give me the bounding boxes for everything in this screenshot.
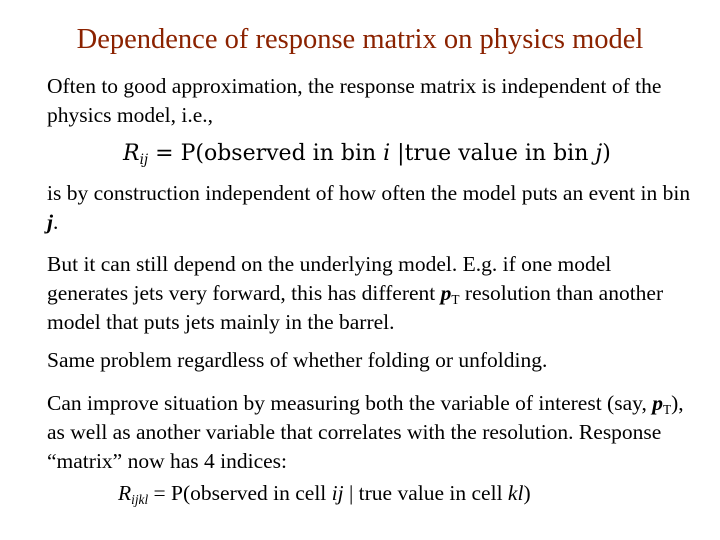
eq2-text-b: | true value in cell (343, 481, 508, 505)
p2-end: . (52, 210, 59, 234)
four-index-equation (118, 481, 531, 506)
eq2-close: ) (523, 481, 531, 505)
folding-paragraph: Same problem regardless of whether folding or unfolding. (47, 348, 548, 372)
model-dependence-paragraph (47, 250, 697, 337)
eq1-var-j: j (595, 141, 603, 166)
p2-text: is by construction independent of how often the model puts an event in bin (47, 181, 691, 205)
p5-pt: p (652, 391, 663, 415)
eq1-subscript: ij (139, 152, 149, 169)
p5-text-b: ), as well as another variable that correlates with the resolution. Response “matrix” now has 4 indices: (47, 391, 684, 473)
improvement-paragraph (47, 389, 697, 476)
eq2-symbol: R (118, 481, 132, 505)
p5-pt-subscript: T (662, 401, 672, 417)
eq1-text-b: |true value in bin (390, 141, 596, 166)
p5-text-a: Can improve situation by measuring both the variable of interest (say, (47, 391, 653, 415)
p3-text-a: But it can still depend on the underlying model. E.g. if one model generates jets very forward, this has different (47, 252, 612, 305)
intro-paragraph: Often to good approximation, the response matrix is independent of the physics model, i.e., (47, 74, 662, 127)
eq2-text-a: = P(observed in cell (148, 481, 332, 505)
response-matrix-equation (123, 141, 611, 169)
slide-title: Dependence of response matrix on physics model (76, 24, 644, 55)
eq1-var-i: i (383, 141, 391, 166)
p3-text-b: resolution than another model that puts jets mainly in the barrel. (47, 281, 664, 334)
p2-var-j: j (47, 210, 53, 234)
eq2-var-ij: ij (331, 481, 344, 505)
eq1-close: ) (602, 141, 611, 166)
eq2-subscript: ijkl (131, 491, 149, 507)
p3-pt: p (440, 281, 452, 305)
construction-paragraph (47, 179, 697, 237)
p3-pt-subscript: T (451, 291, 460, 307)
eq1-text-a: = P(observed in bin (148, 141, 384, 166)
eq2-var-kl: kl (507, 481, 524, 505)
eq1-symbol: R (123, 141, 140, 166)
